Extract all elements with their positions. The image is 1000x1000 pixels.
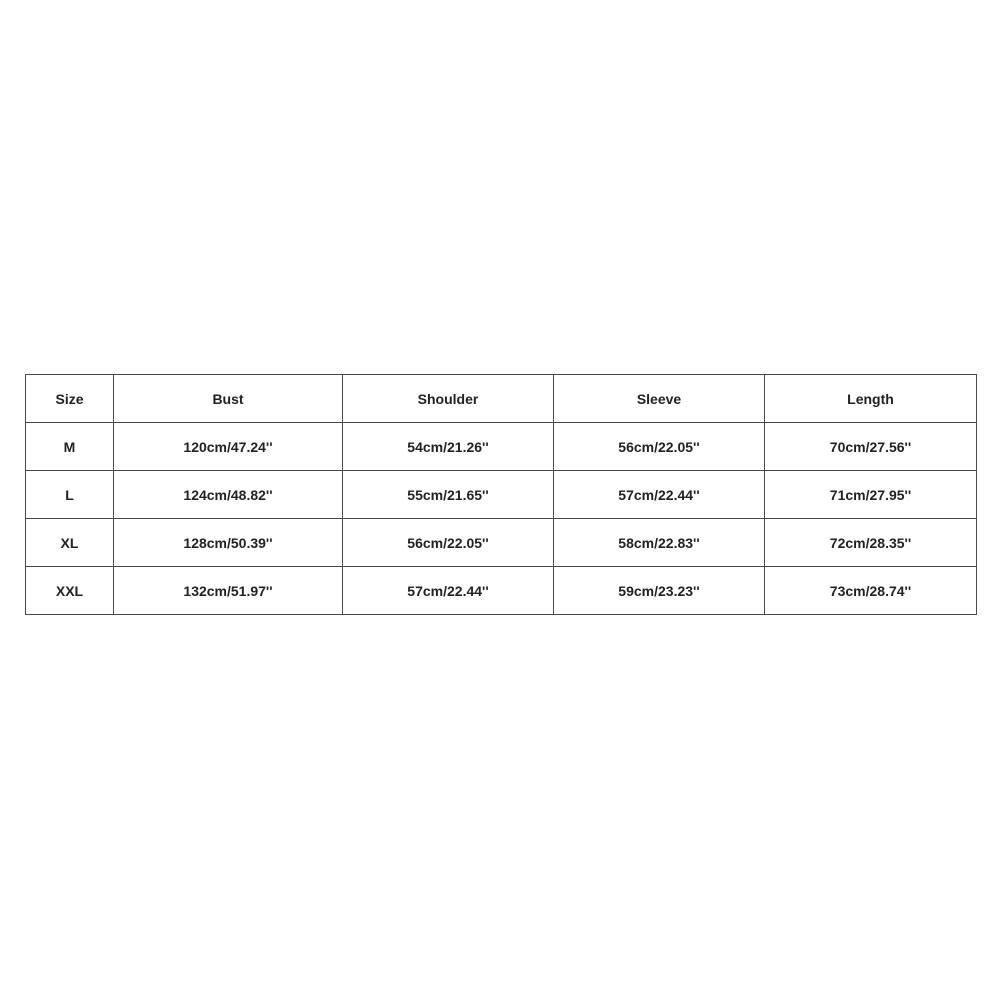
header-length: Length xyxy=(765,375,977,423)
cell-shoulder: 56cm/22.05'' xyxy=(343,519,554,567)
table-row xyxy=(26,423,977,471)
header-sleeve: Sleeve xyxy=(554,375,765,423)
cell-sleeve: 56cm/22.05'' xyxy=(554,423,765,471)
cell-bust: 132cm/51.97'' xyxy=(114,567,343,615)
table-row xyxy=(26,519,977,567)
cell-sleeve: 57cm/22.44'' xyxy=(554,471,765,519)
cell-size: XL xyxy=(26,519,114,567)
table-row xyxy=(26,567,977,615)
cell-sleeve: 59cm/23.23'' xyxy=(554,567,765,615)
cell-length: 71cm/27.95'' xyxy=(765,471,977,519)
cell-sleeve: 58cm/22.83'' xyxy=(554,519,765,567)
table-row xyxy=(26,471,977,519)
cell-size: L xyxy=(26,471,114,519)
header-size: Size xyxy=(26,375,114,423)
header-bust: Bust xyxy=(114,375,343,423)
cell-bust: 124cm/48.82'' xyxy=(114,471,343,519)
size-chart-table xyxy=(25,374,977,615)
cell-length: 73cm/28.74'' xyxy=(765,567,977,615)
header-shoulder: Shoulder xyxy=(343,375,554,423)
cell-bust: 128cm/50.39'' xyxy=(114,519,343,567)
cell-size: M xyxy=(26,423,114,471)
cell-size: XXL xyxy=(26,567,114,615)
cell-shoulder: 54cm/21.26'' xyxy=(343,423,554,471)
cell-length: 70cm/27.56'' xyxy=(765,423,977,471)
cell-length: 72cm/28.35'' xyxy=(765,519,977,567)
header-row xyxy=(26,375,977,423)
cell-shoulder: 57cm/22.44'' xyxy=(343,567,554,615)
cell-bust: 120cm/47.24'' xyxy=(114,423,343,471)
cell-shoulder: 55cm/21.65'' xyxy=(343,471,554,519)
